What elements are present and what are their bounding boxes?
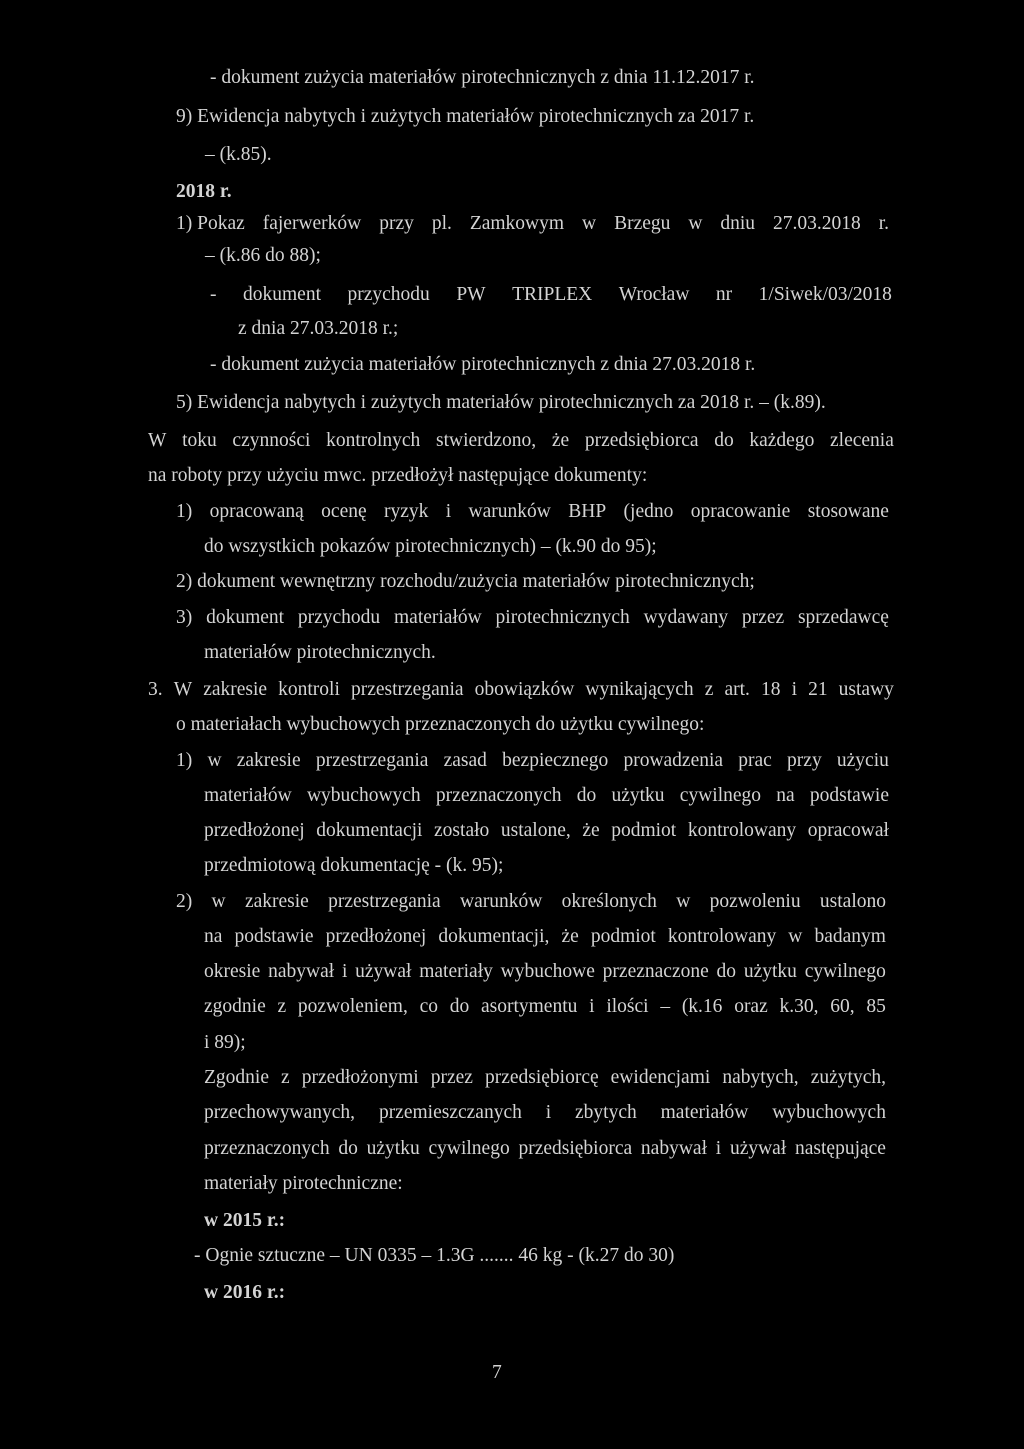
- text-line: - Ognie sztuczne – UN 0335 – 1.3G ....... 46 kg - (k.27 do 30): [194, 1245, 675, 1266]
- word: kontrolnych: [326, 430, 421, 451]
- text-line: [204, 784, 889, 808]
- word: dokumentacji: [316, 820, 423, 841]
- text-line: - dokument zużycia materiałów pirotechnicznych z dnia 11.12.2017 r.: [210, 67, 755, 88]
- word: z: [281, 1067, 290, 1088]
- word: przedłożonej: [204, 820, 305, 841]
- word: TRIPLEX: [512, 284, 593, 305]
- word: przestrzegania: [315, 750, 429, 771]
- word: zbytych: [575, 1102, 637, 1123]
- text-line: z dnia 27.03.2018 r.;: [238, 318, 399, 339]
- word: badanym: [814, 926, 886, 947]
- word: użytku: [611, 785, 665, 806]
- text-line: [204, 1137, 886, 1161]
- word: pozwoleniem,: [297, 996, 408, 1017]
- word: do: [449, 996, 470, 1017]
- text-line: na roboty przy użyciu mwc. przedłożył następujące dokumenty:: [148, 465, 648, 486]
- word: materiałów: [204, 785, 292, 806]
- word: przychodu: [297, 607, 381, 628]
- word: warunków: [468, 501, 551, 522]
- text-line: [204, 1101, 886, 1125]
- word: podmiot: [611, 820, 677, 841]
- word: 60,: [830, 996, 855, 1017]
- word: W: [148, 430, 167, 451]
- word: przedsiębiorcę: [484, 1067, 599, 1088]
- word: cywilnego: [428, 1138, 510, 1159]
- word: PW: [456, 284, 486, 305]
- word: prowadzenia: [623, 750, 724, 771]
- word: określonych: [561, 891, 657, 912]
- word: przeznaczone: [602, 961, 709, 982]
- text-line: materiały pirotechniczne:: [204, 1173, 403, 1194]
- word: Zgodnie: [204, 1067, 269, 1088]
- word: z: [277, 996, 287, 1017]
- word: –: [660, 996, 671, 1017]
- word: stosowane: [807, 501, 889, 522]
- word: prac: [738, 750, 772, 771]
- text-line: materiałów pirotechnicznych.: [204, 642, 436, 663]
- word: w: [207, 750, 222, 771]
- word: wynikających: [585, 679, 694, 700]
- word: do: [338, 1138, 358, 1159]
- word: Wrocław: [618, 284, 690, 305]
- word: zakresie: [244, 891, 309, 912]
- word: kontrolowany: [687, 820, 797, 841]
- word: i: [715, 1138, 722, 1159]
- word: wybuchowe: [500, 961, 595, 982]
- word: oraz: [734, 996, 768, 1017]
- word: podstawie: [234, 926, 314, 947]
- page-number: 7: [492, 1362, 502, 1383]
- word: podmiot: [590, 926, 656, 947]
- word: wybuchowych: [306, 785, 421, 806]
- word: cywilnego: [804, 961, 886, 982]
- text-line: [204, 819, 889, 843]
- word: ustalone,: [500, 820, 571, 841]
- word: materiałów: [394, 607, 482, 628]
- word: bezpiecznego: [502, 750, 609, 771]
- word: ilości: [606, 996, 649, 1017]
- word: opracowanie: [690, 501, 791, 522]
- word: ocenę: [321, 501, 367, 522]
- word: nr: [715, 284, 733, 305]
- word: nabywał: [640, 1138, 707, 1159]
- word: asortymentu: [480, 996, 578, 1017]
- word: r.: [878, 213, 889, 234]
- word: 3.: [148, 679, 163, 700]
- text-line: – (k.86 do 88);: [205, 245, 321, 266]
- text-line: do wszystkich pokazów pirotechnicznych) – (k.90 do 95);: [204, 536, 657, 557]
- word: art.: [724, 679, 750, 700]
- word: 85: [866, 996, 886, 1017]
- word: używał: [355, 961, 412, 982]
- word: 1): [176, 501, 193, 522]
- text-line: 2) dokument wewnętrzny rozchodu/zużycia materiałów pirotechnicznych;: [176, 571, 755, 592]
- word: w: [676, 891, 691, 912]
- text-line: [204, 960, 886, 984]
- word: przemieszczanych: [378, 1102, 522, 1123]
- word: okresie: [204, 961, 261, 982]
- word: co: [419, 996, 438, 1017]
- word: przychodu: [347, 284, 430, 305]
- year-heading: 2018 r.: [176, 181, 232, 202]
- word: zostało: [434, 820, 490, 841]
- text-line: [204, 995, 886, 1019]
- word: zakresie: [203, 679, 268, 700]
- word: pozwoleniu: [709, 891, 801, 912]
- text-line: – (k.85).: [205, 144, 272, 165]
- word: warunków: [460, 891, 543, 912]
- word: nabywał: [268, 961, 335, 982]
- text-line: o materiałach wybuchowych przeznaczonych do użytku cywilnego:: [176, 714, 705, 735]
- word: przez: [741, 607, 785, 628]
- word: do: [716, 961, 737, 982]
- word: przy: [787, 750, 822, 771]
- word: następujące: [795, 1138, 886, 1159]
- word: użytku: [366, 1138, 420, 1159]
- word: cywilnego: [679, 785, 762, 806]
- word: k.30,: [779, 996, 819, 1017]
- word: w: [688, 213, 703, 234]
- word: stwierdzono,: [435, 430, 537, 451]
- word: że: [561, 926, 579, 947]
- word: w: [788, 926, 803, 947]
- word: opracowaną: [209, 501, 304, 522]
- word: ewidencjami: [610, 1067, 711, 1088]
- text-line: [204, 925, 886, 949]
- text-line: [210, 283, 892, 307]
- word: z: [704, 679, 714, 700]
- word: pl.: [431, 213, 452, 234]
- word: dokument: [243, 284, 321, 305]
- word: obowiązków: [474, 679, 575, 700]
- word: używał: [729, 1138, 787, 1159]
- word: użytku: [743, 961, 797, 982]
- word: przeznaczonych: [435, 785, 562, 806]
- word: (jedno: [623, 501, 674, 522]
- text-line: [176, 749, 889, 773]
- word: -: [210, 284, 217, 305]
- text-line: i 89);: [204, 1032, 246, 1053]
- word: że: [551, 430, 570, 451]
- word: że: [582, 820, 600, 841]
- word: dokument: [206, 607, 285, 628]
- word: W: [173, 679, 193, 700]
- word: przez: [430, 1067, 473, 1088]
- word: 1) Pokaz: [176, 213, 245, 234]
- word: nabytych,: [722, 1067, 799, 1088]
- word: ryzyk: [384, 501, 429, 522]
- word: dniu: [720, 213, 756, 234]
- word: i: [589, 996, 595, 1017]
- word: przedłożonymi: [301, 1067, 419, 1088]
- word: wybuchowych: [772, 1102, 886, 1123]
- text-line: [176, 606, 889, 630]
- text-line: [148, 429, 894, 453]
- text-line: [148, 678, 894, 702]
- word: na: [204, 926, 223, 947]
- word: użyciu: [836, 750, 889, 771]
- word: kontroli: [278, 679, 340, 700]
- word: do: [576, 785, 597, 806]
- word: i: [791, 679, 798, 700]
- word: ustawy: [838, 679, 894, 700]
- word: 2): [176, 891, 193, 912]
- word: przy: [379, 213, 414, 234]
- word: czynności: [232, 430, 311, 451]
- word: materiałów: [660, 1102, 749, 1123]
- word: zakresie: [236, 750, 301, 771]
- word: 18: [761, 679, 781, 700]
- year-heading: w 2016 r.:: [204, 1282, 286, 1303]
- word: i: [341, 961, 348, 982]
- word: dokumentacji,: [438, 926, 550, 947]
- word: 27.03.2018: [773, 213, 861, 234]
- word: materiały: [419, 961, 493, 982]
- word: przedsiębiorca: [518, 1138, 633, 1159]
- word: opracował: [807, 820, 889, 841]
- word: wydawany: [643, 607, 729, 628]
- text-line: - dokument zużycia materiałów pirotechnicznych z dnia 27.03.2018 r.: [210, 354, 756, 375]
- word: na: [776, 785, 795, 806]
- word: pirotechnicznych: [495, 607, 630, 628]
- word: zużytych,: [810, 1067, 886, 1088]
- word: 21: [808, 679, 828, 700]
- word: zlecenia: [830, 430, 894, 451]
- text-line: [176, 890, 886, 914]
- word: przeznaczonych: [204, 1138, 330, 1159]
- word: sprzedawcę: [797, 607, 889, 628]
- word: przechowywanych,: [204, 1102, 356, 1123]
- word: Zamkowym: [469, 213, 565, 234]
- text-line: 5) Ewidencja nabytych i zużytych materiałów pirotechnicznych za 2018 r. – (k.89).: [176, 392, 826, 413]
- word: 1/Siwek/03/2018: [758, 284, 892, 305]
- word: BHP: [568, 501, 607, 522]
- word: i: [445, 501, 452, 522]
- word: do: [714, 430, 734, 451]
- text-line: 9) Ewidencja nabytych i zużytych materiałów pirotechnicznych za 2017 r.: [176, 106, 755, 127]
- word: podstawie: [809, 785, 889, 806]
- text-line: [176, 500, 889, 524]
- word: kontrolowany: [667, 926, 777, 947]
- text-line: [176, 212, 889, 236]
- word: 3): [176, 607, 193, 628]
- word: (k.16: [681, 996, 723, 1017]
- word: przedłożonej: [325, 926, 427, 947]
- word: każdego: [749, 430, 815, 451]
- word: przestrzegania: [350, 679, 464, 700]
- word: i: [545, 1102, 552, 1123]
- word: zgodnie: [204, 996, 266, 1017]
- word: przestrzegania: [328, 891, 441, 912]
- word: 1): [176, 750, 193, 771]
- word: przedsiębiorca: [584, 430, 699, 451]
- word: Brzegu: [614, 213, 671, 234]
- text-line: przedmiotową dokumentację - (k. 95);: [204, 855, 504, 876]
- word: ustalono: [819, 891, 886, 912]
- word: w: [582, 213, 597, 234]
- word: zasad: [443, 750, 487, 771]
- word: w: [211, 891, 226, 912]
- year-heading: w 2015 r.:: [204, 1210, 286, 1231]
- word: toku: [182, 430, 217, 451]
- text-line: [204, 1066, 886, 1090]
- word: fajerwerków: [262, 213, 362, 234]
